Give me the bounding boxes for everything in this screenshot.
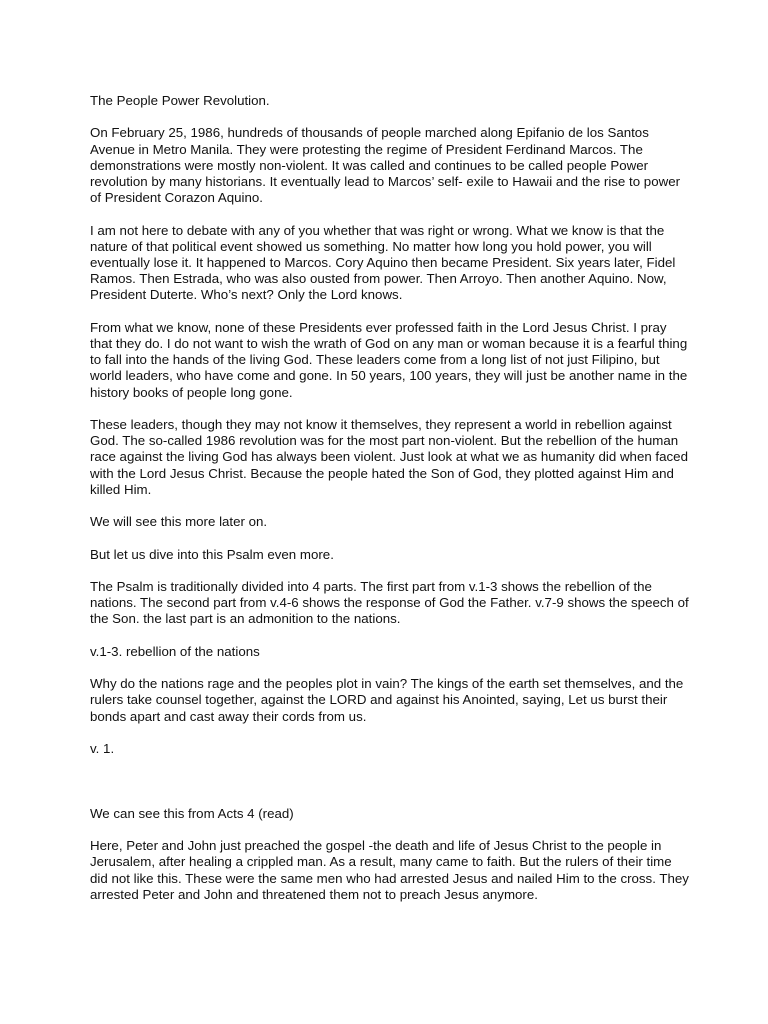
paragraph-see-later: We will see this more later on.: [90, 514, 268, 530]
paragraph-presidents-faith: From what we know, none of these Presidents ever professed faith in the Lord Jesus Christ. I pray that they do. I do not want to wish the wrath of God on any man or woman because it is a fearful thing to fall into the hands of the living God. These leaders come from a long list of not just Filipino, but world leaders, who have come and gone. In 50 years, 100 years, they will just be another name in the history books of people long gone.: [90, 319, 688, 400]
document-title: The People Power Revolution.: [90, 93, 270, 108]
document-body: [90, 93, 690, 919]
paragraph-peter-john: Here, Peter and John just preached the gospel -the death and life of Jesus Christ to the people in Jerusalem, after healing a crippled man. As a result, many came to faith. But the rulers of their time did not like this. These were the same men who had arrested Jesus and nailed Him to the cross. They arrested Peter and John and threatened them not to preach Jesus anymore.: [90, 838, 689, 902]
paragraph-dive-psalm: But let us dive into this Psalm even more.: [90, 546, 334, 562]
paragraph-edsa-protest: On February 25, 1986, hundreds of thousands of people marched along Epifanio de los Santos Avenue in Metro Manila. They were protesting the regime of President Ferdinand Marcos. The demonstrations were mostly non-violent. It was called and continues to be called people Power revolution by many historians. It eventually lead to Marcos’ self- exile to Hawaii and the rise to power of President Corazon Aquino.: [90, 125, 681, 206]
verse-label: v. 1.: [90, 740, 115, 756]
paragraph-power-lost: I am not here to debate with any of you whether that was right or wrong. What we know is that the nature of that political event showed us something. No matter how long you hold power, you will eventually lose it. It happened to Marcos. Cory Aquino then became President. Six years later, Fidel Ramos. Then Estrada, who was also ousted from power. Then Arroyo. Then another Aquino. Now, President Duterte. Who’s next? Only the Lord knows.: [90, 222, 676, 303]
paragraph-acts-reference: We can see this from Acts 4 (read): [90, 805, 294, 821]
paragraph-psalm-quote: Why do the nations rage and the peoples plot in vain? The kings of the earth set themselves, and the rulers take counsel together, against the LORD and against his Anointed, saying, Let us burst their bonds apart and cast away their cords from us.: [90, 676, 684, 724]
paragraph-world-rebellion: These leaders, though they may not know it themselves, they represent a world in rebellion against God. The so-called 1986 revolution was for the most part non-violent. But the rebellion of the human race against the living God has always been violent. Just look at what we as humanity did when faced with the Lord Jesus Christ. Because the people hated the Son of God, they plotted against Him and killed Him.: [90, 417, 688, 497]
paragraph-psalm-parts: The Psalm is traditionally divided into 4 parts. The first part from v.1-3 shows the rebellion of the nations. The second part from v.4-6 shows the response of God the Father. v.7-9 shows the speech of the Son. the last part is an admonition to the nations.: [90, 578, 689, 627]
section-heading-rebellion: v.1-3. rebellion of the nations: [90, 643, 260, 659]
blank-space: [90, 773, 690, 805]
